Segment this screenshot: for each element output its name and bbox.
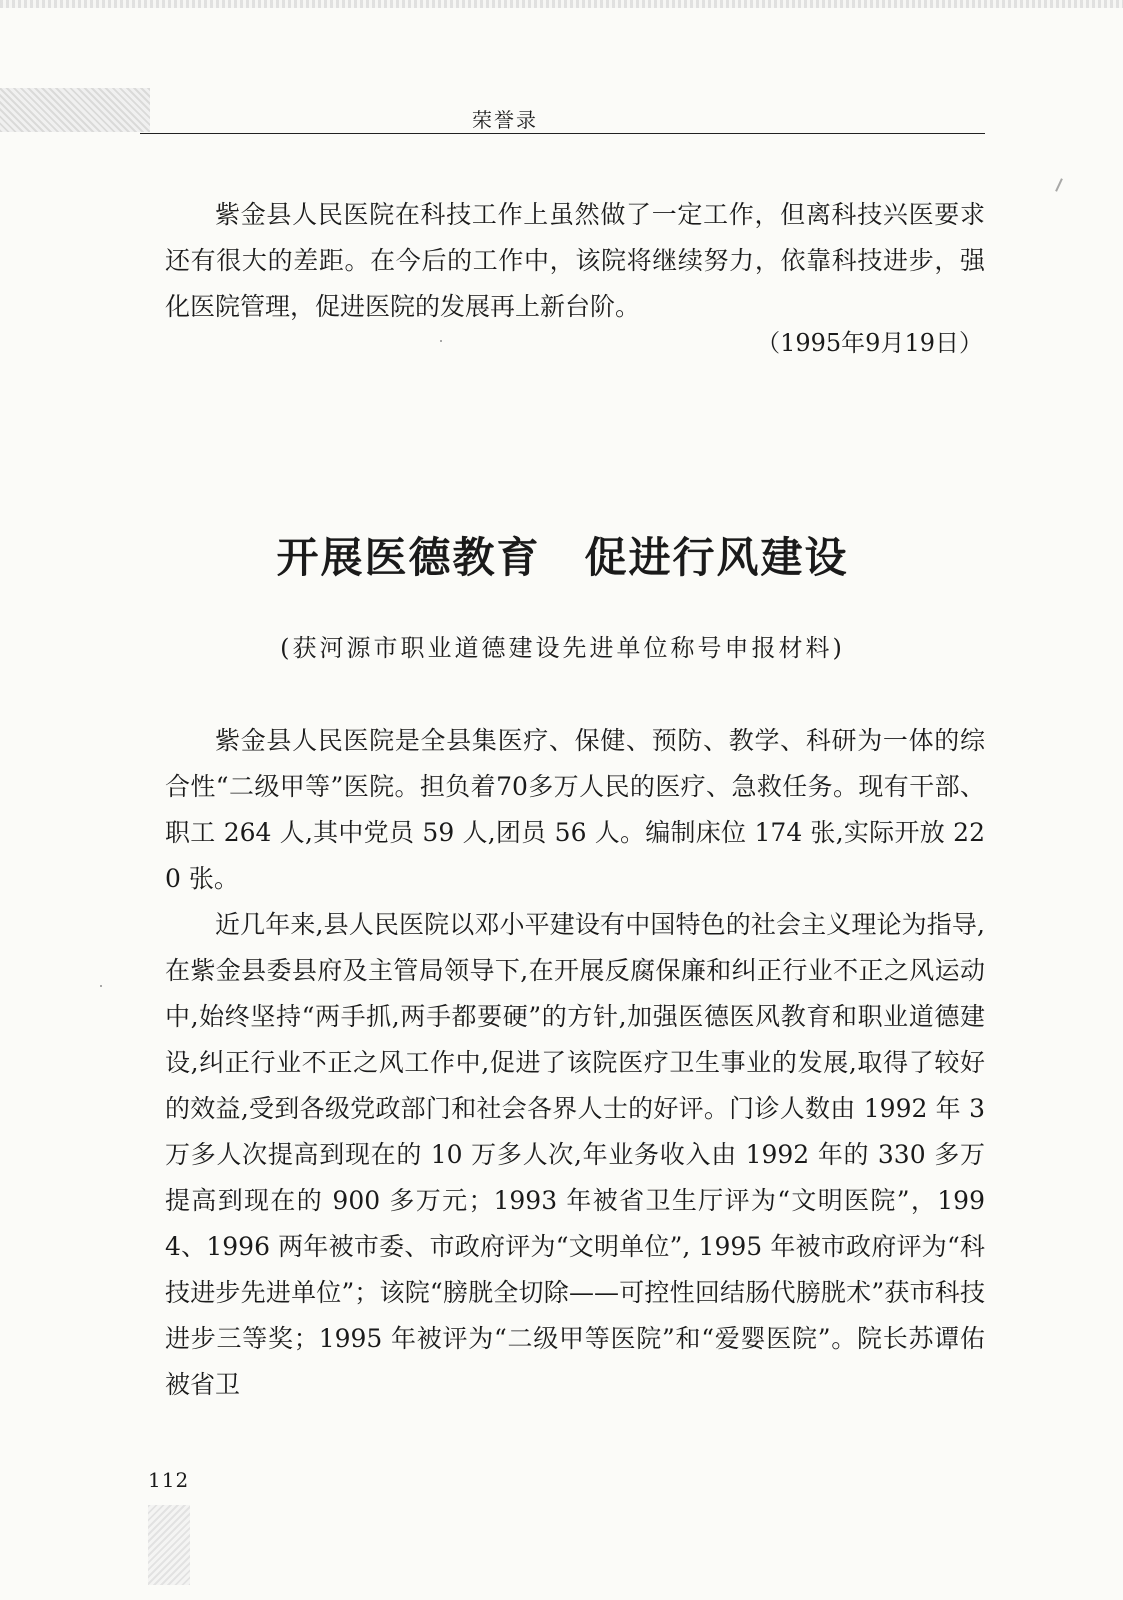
article1-date: （1995年9月19日） — [756, 329, 983, 357]
scan-speck — [1055, 178, 1063, 192]
running-header-title: 荣誉录 — [472, 108, 538, 132]
scan-speck — [100, 985, 102, 987]
scan-edge-artifact — [0, 0, 1123, 8]
scan-edge-artifact — [148, 1505, 190, 1585]
scan-edge-artifact — [0, 88, 150, 132]
page-number: 112 — [148, 1468, 190, 1492]
article2-paragraph-2: 近几年来,县人民医院以邓小平建设有中国特色的社会主义理论为指导,在紫金县委县府及主管局领导下,在开展反腐保廉和纠正行业不正之风运动中,始终坚持“两手抓,两手都要硬”的方针,加强医德医风教育和职业道德建设,纠正行业不正之风工作中,促进了该院医疗卫生事业的发展,取得了较好的效益,受到各级党政部门和社会各界人士的好评。门诊人数由 1992 年 3 万多人次提高到现在的 10 万多人次,年业务收入由 1992 年的 330 多万提高到现在的 900 多万元；1993 年被省卫生厅评为“文明医院”，1994、1996 两年被市委、市政府评为“文明单位”, 1995 年被市政府评为“科技进步先进单位”；该院“膀胱全切除——可控性回结肠代膀胱术”获市科技进步三等奖；1995 年被评为“二级甲等医院”和“爱婴医院”。院长苏谭佑被省卫 — [165, 910, 985, 1399]
scan-speck — [440, 340, 442, 342]
article2-paragraph-1: 紫金县人民医院是全县集医疗、保健、预防、教学、科研为一体的综合性“二级甲等”医院。担负着70多万人民的医疗、急救任务。现有干部、职工 264 人,其中党员 59 人,团员 56 人。编制床位 174 张,实际开放 220 张。 — [165, 726, 985, 893]
article2-title: 开展医德教育 促进行风建设 — [276, 533, 849, 582]
article2-subtitle: (获河源市职业道德建设先进单位称号申报材料) — [280, 634, 845, 662]
header-rule — [140, 133, 985, 134]
article1-paragraph: 紫金县人民医院在科技工作上虽然做了一定工作，但离科技兴医要求还有很大的差距。在今后的工作中，该院将继续努力，依靠科技进步，强化医院管理，促进医院的发展再上新台阶。 — [165, 200, 985, 321]
